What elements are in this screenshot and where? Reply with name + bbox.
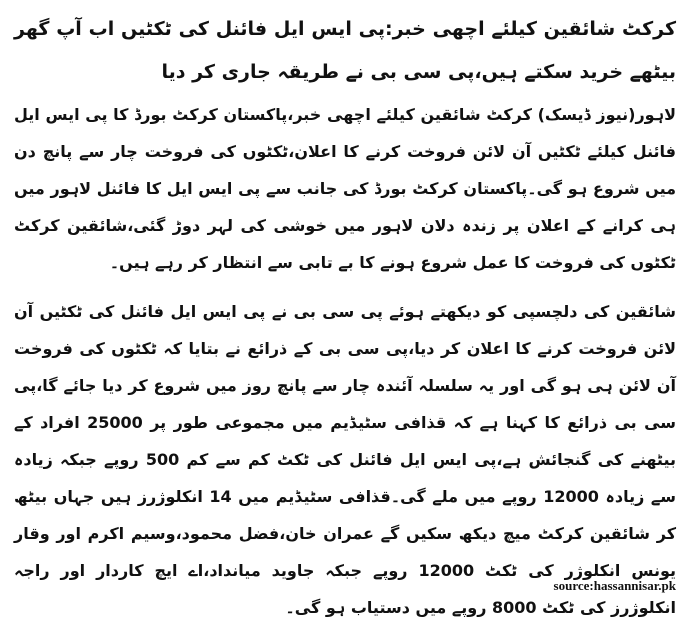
article bbox=[14, 8, 676, 626]
article-paragraph: لاہور(نیوز ڈیسک) کرکٹ شائقین کیلئے اچھی خبر،پاکستان کرکٹ بورڈ کا پی ایس ایل فائنل کیلئے ٹکٹیں آن لائن فروخت کرنے کا اعلان،ٹکٹوں کی فروخت چار سے پانچ دن میں شروع ہو گی۔پاکستان کرکٹ بورڈ کی جانب سے پی ایس ایل کا فائنل لاہور میں ہی کرانے کے اعلان پر زندہ دلان لاہور میں خوشی کی لہر دوڑ گئی،شائقین کرکٹ ٹکٹوں کی فروخت کا عمل شروع ہونے کا بے تابی سے انتظار کر رہے ہیں۔ bbox=[14, 105, 676, 272]
article-paragraph: شائقین کی دلچسپی کو دیکھتے ہوئے پی سی بی نے پی ایس ایل فائنل کی ٹکٹیں آن لائن فروخت کرنے کا اعلان کر دیا،پی سی بی کے ذرائع نے بتایا کہ ٹکٹوں کی فروخت آن لائن ہی ہو گی اور یہ سلسلہ آئندہ چار سے پانچ روز میں شروع کر دیا جائے گا،پی سی بی ذرائع کا کہنا ہے کہ قذافی سٹیڈیم میں مجموعی طور پر 25000 افراد کے بیٹھنے کی گنجائش ہے،پی ایس ایل فائنل کی ٹکٹ کم سے کم 500 روپے جبکہ زیادہ سے زیادہ 12000 روپے میں ملے گی۔قذافی سٹیڈیم میں 14 انکلوژرز ہیں جہاں بیٹھ کر شائقین کرکٹ میچ دیکھ سکیں گے عمران خان،فضل محمود،وسیم اکرم اور وقار یونس انکلوژر کی ٹکٹ 12000 روپے جبکہ جاوید میانداد،اے ایچ کاردار اور راجہ انکلوژرز کی ٹکٹ 8000 روپے میں دستیاب ہو گی۔ bbox=[14, 302, 677, 617]
article-headline: کرکٹ شائقین کیلئے اچھی خبر:پی ایس ایل فائنل کی ٹکٹیں اب آپ گھر بیٹھے خرید سکتے ہیں،پی سی بی نے طریقہ جاری کر دیا bbox=[14, 18, 676, 83]
source-credit: source:hassannisar.pk bbox=[553, 578, 676, 593]
